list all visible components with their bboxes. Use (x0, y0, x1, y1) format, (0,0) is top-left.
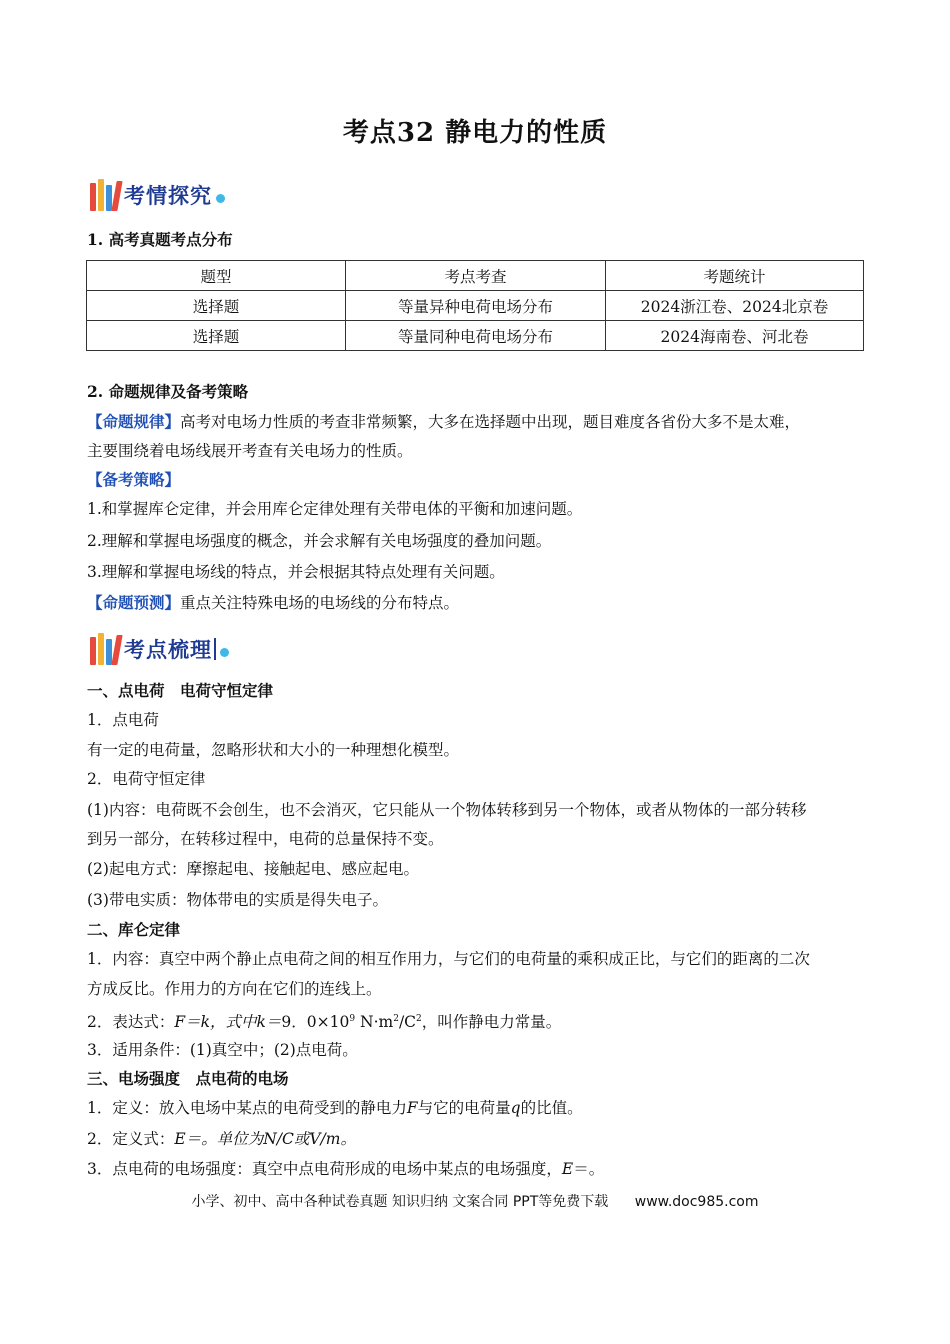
paragraph (87, 593, 866, 613)
paragraph (87, 1159, 866, 1179)
table-cell: 选择题 (87, 321, 346, 351)
exam-stat-table (86, 260, 864, 351)
formula: F (406, 1099, 418, 1117)
part-heading: 三、电场强度 点电荷的电场 (87, 1069, 289, 1088)
table-row (87, 321, 864, 351)
page-footer (0, 1191, 950, 1211)
text-run: 3．点电荷的电场强度：真空中点电荷形成的电场中某点的电场强度， (87, 1160, 562, 1178)
formula: q (510, 1099, 521, 1117)
text-run: 2．定义式： (87, 1130, 175, 1148)
text-run: 1．定义：放入电场中某点的电荷受到的静电力 (87, 1099, 407, 1117)
paragraph: (3)带电实质：物体带电的实质是得失电子。 (87, 891, 388, 909)
dot-icon (216, 194, 225, 203)
superscript: 9 (349, 1014, 356, 1024)
section-banner-key-points (90, 632, 229, 666)
table-cell: 等量异种电荷电场分布 (346, 291, 606, 321)
books-icon (90, 633, 120, 665)
text-run: /C (398, 1013, 417, 1032)
paragraph: 2．电荷守恒定律 (87, 770, 206, 788)
text-run: 9．0×10 (281, 1013, 350, 1032)
part-heading: 一、点电荷 电荷守恒定律 (87, 681, 274, 700)
paragraph (87, 1098, 866, 1118)
table-header: 题型 (87, 261, 346, 291)
text-run: ，叫作静电力常量。 (421, 1013, 562, 1032)
footer-link[interactable]: www.doc985.com (634, 1194, 759, 1210)
footer-text: 小学、初中、高中各种试卷真题 知识归纳 文案合同 PPT等免费下载 (191, 1194, 609, 1210)
table-cell: 选择题 (87, 291, 346, 321)
section-banner-exam-analysis (90, 178, 225, 212)
paragraph: 方成反比。作用力的方向在它们的连线上。 (87, 980, 382, 998)
paragraph (87, 1009, 866, 1032)
paragraph (87, 412, 866, 432)
section-heading: 1. 高考真题考点分布 (87, 230, 233, 249)
paragraph: 1．点电荷 (87, 711, 159, 729)
paragraph: 3.理解和掌握电场线的特点，并会根据其特点处理有关问题。 (87, 563, 505, 581)
text-run: 的比值。 (520, 1099, 583, 1117)
paragraph: 3．适用条件：(1)真空中；(2)点电荷。 (87, 1041, 358, 1059)
table-cell: 等量同种电荷电场分布 (346, 321, 606, 351)
banner-label: 考点梳理 (124, 638, 212, 662)
paragraph: 主要围绕着电场线展开考查有关电场力的性质。 (87, 442, 413, 460)
strategy-tag: 【备考策略】 (87, 470, 181, 489)
paragraph: 2.理解和掌握电场强度的概念，并会求解有关电场强度的叠加问题。 (87, 532, 552, 550)
section-heading: 2. 命题规律及备考策略 (87, 382, 249, 401)
paragraph (87, 1129, 866, 1149)
rule-tag: 【命题规律】 (87, 412, 181, 431)
formula: E (561, 1160, 574, 1178)
table-row (87, 291, 864, 321)
table-cell: 2024海南卷、河北卷 (606, 321, 864, 351)
table-header: 考点考查 (346, 261, 606, 291)
superscript: 2 (416, 1014, 422, 1024)
formula: F＝k，式中k＝ (174, 1013, 282, 1032)
text-run: ＝。 (573, 1160, 605, 1178)
superscript: 2 (393, 1014, 399, 1024)
dot-icon (220, 648, 229, 657)
paragraph: 1．内容：真空中两个静止点电荷之间的相互作用力，与它们的电荷量的乘积成正比，与它们的距离的二次 (87, 950, 810, 968)
paragraph: 有一定的电荷量，忽略形状和大小的一种理想化模型。 (87, 741, 460, 759)
table-header: 考题统计 (606, 261, 864, 291)
paragraph: (2)起电方式：摩擦起电、接触起电、感应起电。 (87, 860, 419, 878)
paragraph: 到另一部分，在转移过程中，电荷的总量保持不变。 (87, 830, 444, 848)
banner-label: 考情探究 (124, 184, 212, 208)
rule-text: 高考对电场力性质的考查非常频繁，大多在选择题中出现，题目难度各省份大多不是太难， (180, 413, 801, 431)
table-cell: 2024浙江卷、2024北京卷 (606, 291, 864, 321)
page-title: 考点32 静电力的性质 (342, 118, 608, 148)
text-run: 与它的电荷量 (417, 1099, 511, 1117)
table-header-row (87, 261, 864, 291)
paragraph: 1.和掌握库仑定律，并会用库仑定律处理有关带电体的平衡和加速问题。 (87, 500, 583, 518)
books-icon (90, 179, 120, 211)
paragraph: (1)内容：电荷既不会创生，也不会消灭，它只能从一个物体转移到另一个物体，或者从物体的一部分转移 (87, 801, 807, 819)
text-run: 2．表达式： (87, 1013, 175, 1032)
predict-text: 重点关注特殊电场的电场线的分布特点。 (180, 594, 460, 612)
text-run: N·m (355, 1013, 394, 1032)
predict-tag: 【命题预测】 (87, 593, 181, 612)
formula: E＝。单位为N/C或V/m。 (174, 1130, 356, 1148)
text-cursor (214, 638, 216, 660)
part-heading: 二、库仑定律 (87, 920, 181, 939)
